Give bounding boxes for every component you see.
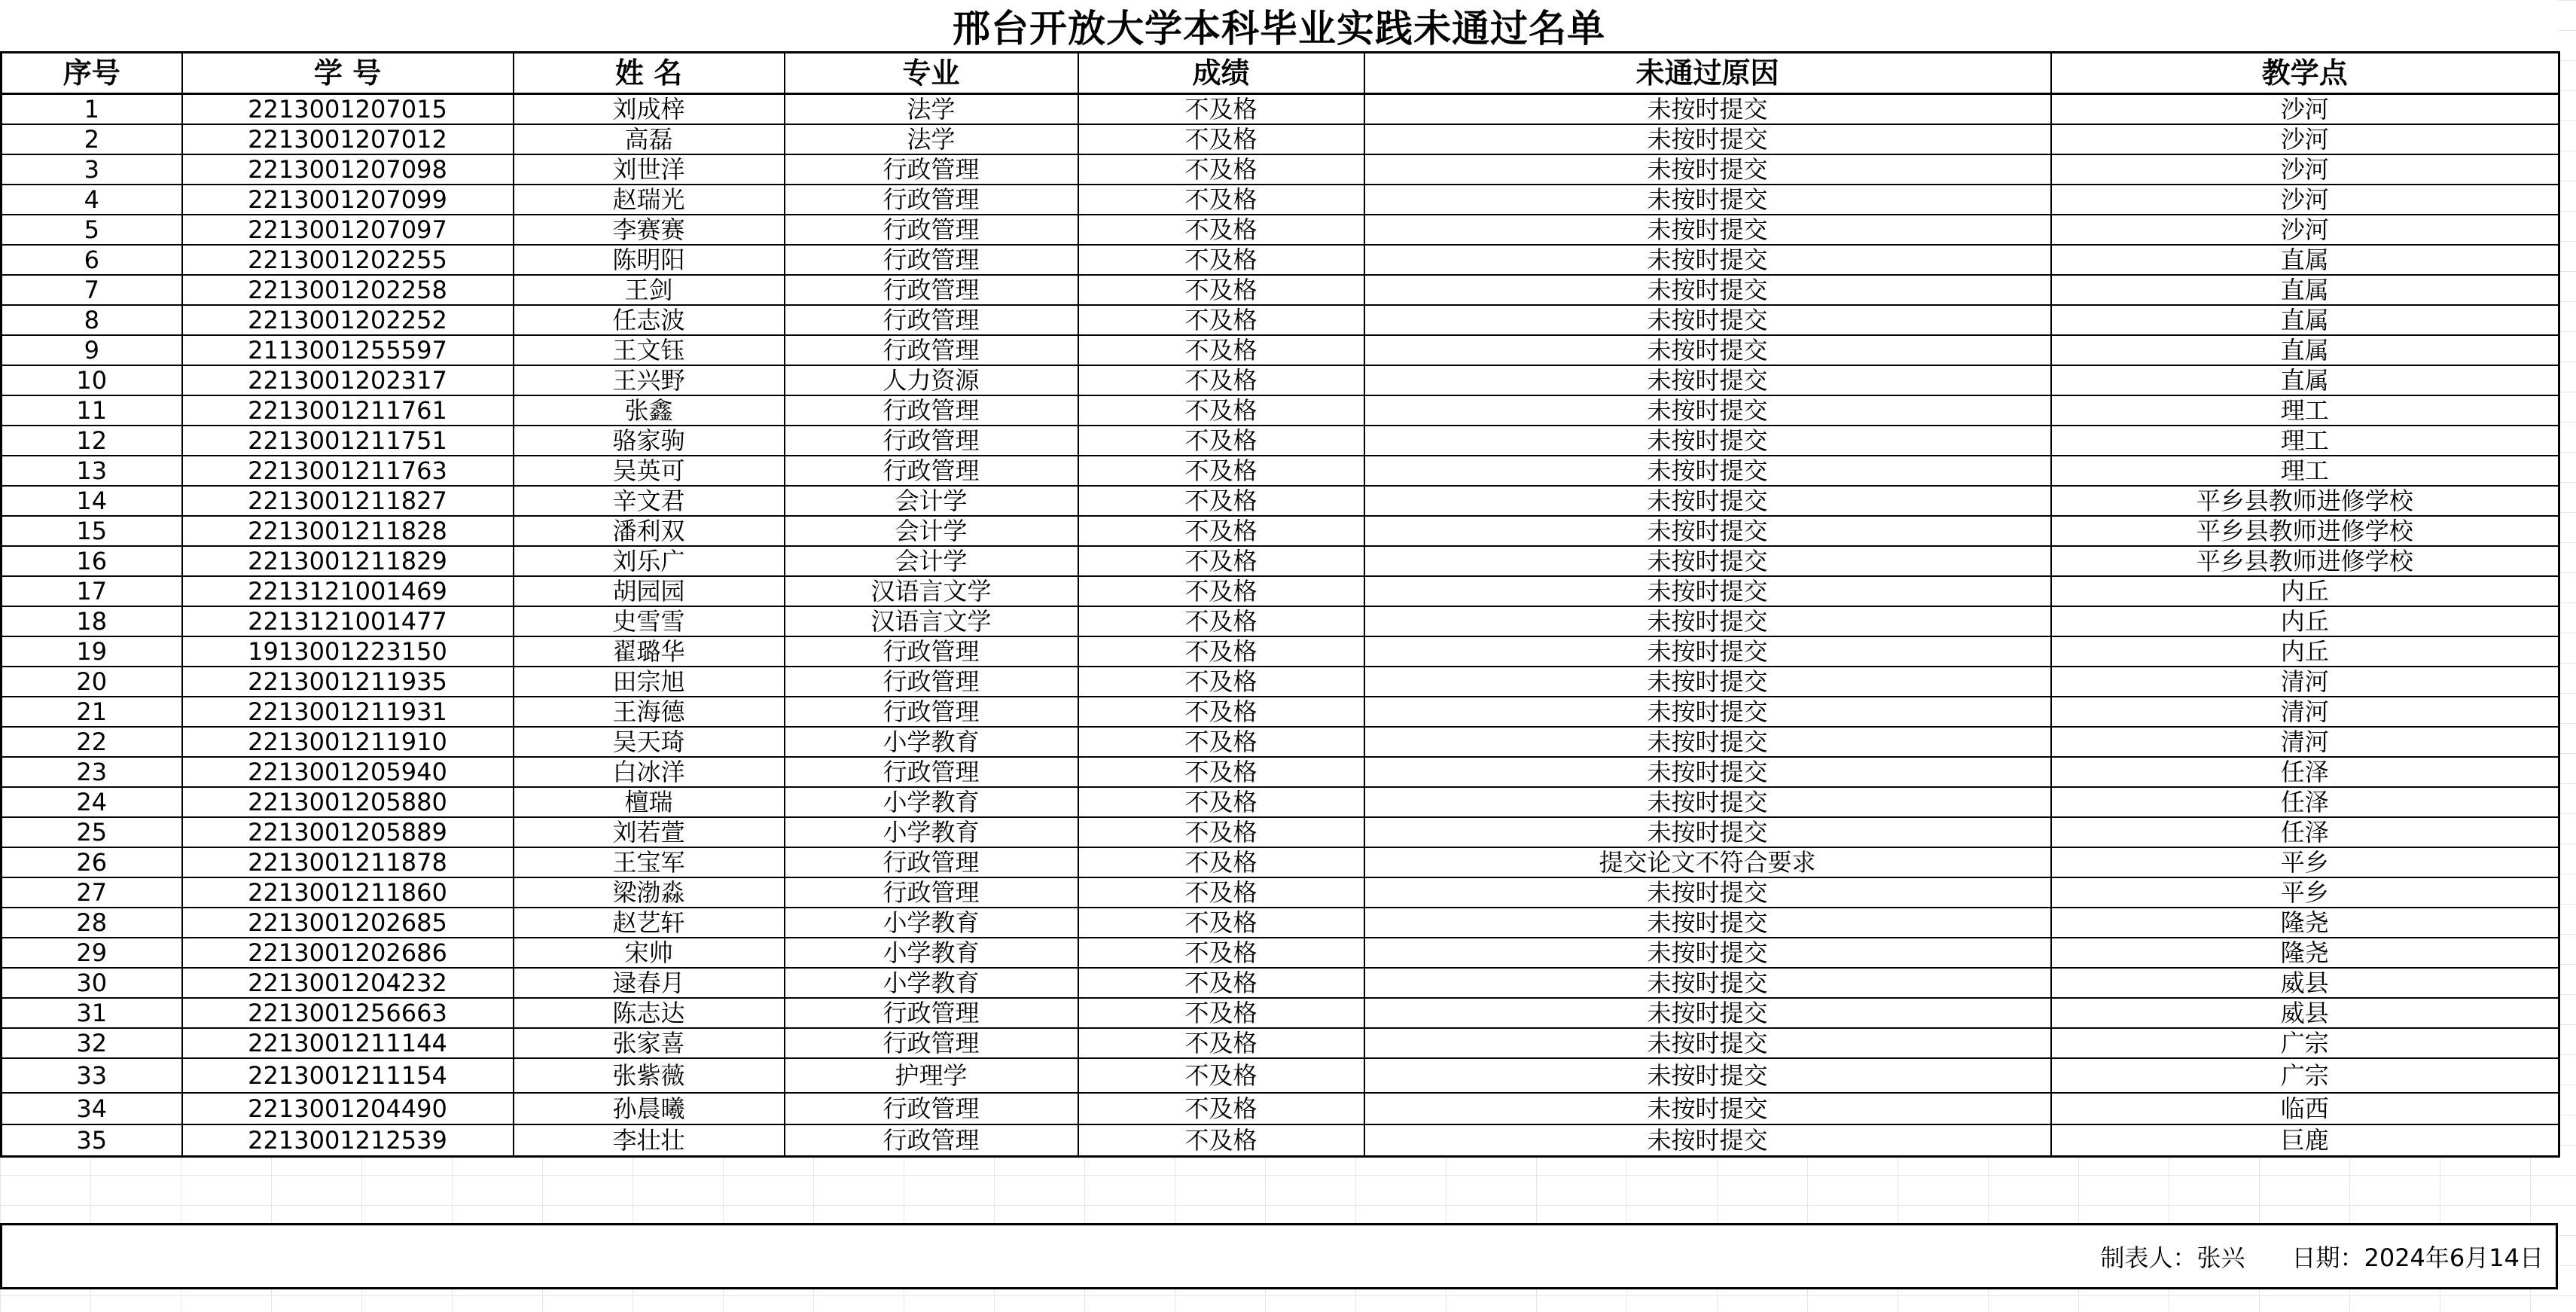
cell-name: 吴天琦 (514, 727, 785, 757)
cell-major: 行政管理 (785, 1124, 1078, 1157)
table-row (2, 636, 2559, 667)
cell-index: 22 (2, 727, 182, 757)
table-row (2, 486, 2559, 516)
cell-major: 行政管理 (785, 215, 1078, 245)
page-title: 邢台开放大学本科毕业实践未通过名单 (0, 0, 2558, 51)
cell-major: 小学教育 (785, 787, 1078, 817)
cell-name: 张鑫 (514, 395, 785, 426)
cell-name: 翟璐华 (514, 636, 785, 667)
cell-index: 10 (2, 365, 182, 395)
preparer-name: 张兴 (2196, 1243, 2245, 1272)
cell-index: 19 (2, 636, 182, 667)
cell-major: 行政管理 (785, 1093, 1078, 1124)
cell-reason: 提交论文不符合要求 (1364, 847, 2051, 877)
table-row (2, 817, 2559, 847)
cell-index: 1 (2, 94, 182, 125)
cell-student-id: 2213001205889 (182, 817, 514, 847)
cell-student-id: 2213001207097 (182, 215, 514, 245)
cell-index: 7 (2, 275, 182, 305)
cell-index: 23 (2, 757, 182, 787)
cell-name: 刘成梓 (514, 94, 785, 125)
cell-name: 刘若萱 (514, 817, 785, 847)
cell-index: 21 (2, 697, 182, 727)
cell-name: 李壮壮 (514, 1124, 785, 1157)
cell-student-id: 2213001207015 (182, 94, 514, 125)
cell-reason: 未按时提交 (1364, 787, 2051, 817)
cell-name: 潘利双 (514, 516, 785, 546)
table-row (2, 275, 2559, 305)
cell-name: 任志波 (514, 305, 785, 335)
cell-student-id: 2213001211154 (182, 1058, 514, 1093)
cell-student-id: 2213001202685 (182, 908, 514, 938)
cell-site: 临西 (2051, 1093, 2559, 1124)
cell-name: 吴英可 (514, 456, 785, 486)
cell-grade: 不及格 (1078, 998, 1364, 1028)
cell-major: 行政管理 (785, 877, 1078, 908)
cell-index: 12 (2, 426, 182, 456)
cell-name: 胡园园 (514, 576, 785, 606)
table-row (2, 938, 2559, 968)
cell-site: 沙河 (2051, 215, 2559, 245)
table-row (2, 215, 2559, 245)
cell-name: 王兴野 (514, 365, 785, 395)
cell-reason: 未按时提交 (1364, 426, 2051, 456)
cell-reason: 未按时提交 (1364, 305, 2051, 335)
cell-major: 人力资源 (785, 365, 1078, 395)
table-row (2, 426, 2559, 456)
cell-student-id: 2213001202255 (182, 245, 514, 275)
cell-site: 直属 (2051, 275, 2559, 305)
cell-student-id: 2213001211931 (182, 697, 514, 727)
table-row (2, 1093, 2559, 1124)
cell-name: 刘世洋 (514, 154, 785, 185)
cell-index: 14 (2, 486, 182, 516)
cell-student-id: 2213001211144 (182, 1028, 514, 1058)
cell-site: 任泽 (2051, 817, 2559, 847)
cell-grade: 不及格 (1078, 787, 1364, 817)
cell-name: 张紫薇 (514, 1058, 785, 1093)
cell-reason: 未按时提交 (1364, 968, 2051, 998)
cell-major: 小学教育 (785, 908, 1078, 938)
table-row (2, 94, 2559, 125)
cell-student-id: 2213001202317 (182, 365, 514, 395)
cell-reason: 未按时提交 (1364, 185, 2051, 215)
cell-site: 平乡县教师进修学校 (2051, 516, 2559, 546)
cell-major: 汉语言文学 (785, 606, 1078, 636)
cell-major: 会计学 (785, 486, 1078, 516)
cell-site: 任泽 (2051, 787, 2559, 817)
cell-reason: 未按时提交 (1364, 94, 2051, 125)
table-footer (0, 1223, 2558, 1289)
table-row (2, 727, 2559, 757)
cell-site: 威县 (2051, 998, 2559, 1028)
table-row (2, 335, 2559, 365)
table-row (2, 305, 2559, 335)
cell-reason: 未按时提交 (1364, 124, 2051, 154)
cell-index: 25 (2, 817, 182, 847)
cell-major: 小学教育 (785, 727, 1078, 757)
cell-index: 11 (2, 395, 182, 426)
cell-student-id: 2213001211878 (182, 847, 514, 877)
cell-reason: 未按时提交 (1364, 667, 2051, 697)
cell-site: 广宗 (2051, 1028, 2559, 1058)
cell-student-id: 2213001207098 (182, 154, 514, 185)
cell-index: 20 (2, 667, 182, 697)
cell-student-id: 2213001256663 (182, 998, 514, 1028)
cell-grade: 不及格 (1078, 576, 1364, 606)
cell-name: 陈明阳 (514, 245, 785, 275)
cell-index: 26 (2, 847, 182, 877)
cell-student-id: 2213001207099 (182, 185, 514, 215)
preparer-label: 制表人： (2100, 1243, 2197, 1272)
cell-student-id: 2213001202258 (182, 275, 514, 305)
cell-index: 5 (2, 215, 182, 245)
cell-major: 行政管理 (785, 667, 1078, 697)
cell-name: 李赛赛 (514, 215, 785, 245)
cell-grade: 不及格 (1078, 215, 1364, 245)
cell-name: 逯春月 (514, 968, 785, 998)
cell-grade: 不及格 (1078, 94, 1364, 125)
cell-student-id: 2213001204232 (182, 968, 514, 998)
cell-student-id: 2213001211860 (182, 877, 514, 908)
cell-site: 广宗 (2051, 1058, 2559, 1093)
table-row (2, 697, 2559, 727)
cell-reason: 未按时提交 (1364, 938, 2051, 968)
cell-name: 王宝军 (514, 847, 785, 877)
col-header-grade: 成绩 (1078, 53, 1364, 94)
cell-site: 平乡县教师进修学校 (2051, 486, 2559, 516)
cell-major: 行政管理 (785, 1028, 1078, 1058)
cell-name: 史雪雪 (514, 606, 785, 636)
cell-major: 行政管理 (785, 335, 1078, 365)
cell-student-id: 2213001204490 (182, 1093, 514, 1124)
cell-index: 8 (2, 305, 182, 335)
date-value: 2024年6月14日 (2364, 1243, 2544, 1272)
cell-index: 27 (2, 877, 182, 908)
cell-grade: 不及格 (1078, 1028, 1364, 1058)
cell-index: 31 (2, 998, 182, 1028)
cell-grade: 不及格 (1078, 757, 1364, 787)
table-row (2, 245, 2559, 275)
table-row (2, 456, 2559, 486)
cell-student-id: 2213001211828 (182, 516, 514, 546)
cell-name: 辛文君 (514, 486, 785, 516)
cell-student-id: 2213001211935 (182, 667, 514, 697)
cell-major: 行政管理 (785, 185, 1078, 215)
cell-grade: 不及格 (1078, 1058, 1364, 1093)
cell-reason: 未按时提交 (1364, 245, 2051, 275)
cell-student-id: 2213001212539 (182, 1124, 514, 1157)
cell-site: 内丘 (2051, 636, 2559, 667)
cell-grade: 不及格 (1078, 636, 1364, 667)
table-row (2, 154, 2559, 185)
cell-reason: 未按时提交 (1364, 606, 2051, 636)
cell-site: 隆尧 (2051, 938, 2559, 968)
cell-reason: 未按时提交 (1364, 1093, 2051, 1124)
cell-name: 田宗旭 (514, 667, 785, 697)
table-row (2, 1058, 2559, 1093)
cell-student-id: 2113001255597 (182, 335, 514, 365)
cell-grade: 不及格 (1078, 1124, 1364, 1157)
cell-name: 高磊 (514, 124, 785, 154)
cell-reason: 未按时提交 (1364, 395, 2051, 426)
cell-reason: 未按时提交 (1364, 215, 2051, 245)
cell-reason: 未按时提交 (1364, 335, 2051, 365)
table-row (2, 576, 2559, 606)
cell-major: 行政管理 (785, 426, 1078, 456)
cell-grade: 不及格 (1078, 938, 1364, 968)
cell-student-id: 2213001211751 (182, 426, 514, 456)
cell-index: 13 (2, 456, 182, 486)
cell-reason: 未按时提交 (1364, 697, 2051, 727)
cell-site: 清河 (2051, 697, 2559, 727)
cell-reason: 未按时提交 (1364, 877, 2051, 908)
cell-major: 行政管理 (785, 998, 1078, 1028)
cell-grade: 不及格 (1078, 154, 1364, 185)
table-row (2, 757, 2559, 787)
cell-site: 内丘 (2051, 606, 2559, 636)
cell-index: 3 (2, 154, 182, 185)
cell-site: 内丘 (2051, 576, 2559, 606)
cell-site: 直属 (2051, 335, 2559, 365)
cell-site: 巨鹿 (2051, 1124, 2559, 1157)
cell-grade: 不及格 (1078, 395, 1364, 426)
cell-index: 29 (2, 938, 182, 968)
table-row (2, 546, 2559, 576)
cell-index: 35 (2, 1124, 182, 1157)
cell-name: 梁渤淼 (514, 877, 785, 908)
cell-name: 宋帅 (514, 938, 785, 968)
cell-major: 行政管理 (785, 305, 1078, 335)
cell-grade: 不及格 (1078, 727, 1364, 757)
cell-site: 隆尧 (2051, 908, 2559, 938)
cell-name: 骆家驹 (514, 426, 785, 456)
cell-major: 行政管理 (785, 245, 1078, 275)
cell-name: 王剑 (514, 275, 785, 305)
cell-grade: 不及格 (1078, 124, 1364, 154)
cell-major: 会计学 (785, 516, 1078, 546)
cell-grade: 不及格 (1078, 456, 1364, 486)
table-row (2, 365, 2559, 395)
col-header-site: 教学点 (2051, 53, 2559, 94)
cell-name: 檀瑞 (514, 787, 785, 817)
cell-student-id: 2213001211761 (182, 395, 514, 426)
cell-site: 沙河 (2051, 94, 2559, 125)
cell-major: 行政管理 (785, 395, 1078, 426)
cell-site: 沙河 (2051, 124, 2559, 154)
cell-grade: 不及格 (1078, 1093, 1364, 1124)
cell-index: 33 (2, 1058, 182, 1093)
col-header-reason: 未通过原因 (1364, 53, 2051, 94)
cell-site: 平乡 (2051, 847, 2559, 877)
table-row (2, 908, 2559, 938)
cell-grade: 不及格 (1078, 817, 1364, 847)
cell-site: 平乡县教师进修学校 (2051, 546, 2559, 576)
cell-name: 陈志达 (514, 998, 785, 1028)
cell-student-id: 2213001202686 (182, 938, 514, 968)
cell-index: 16 (2, 546, 182, 576)
cell-index: 24 (2, 787, 182, 817)
cell-site: 理工 (2051, 456, 2559, 486)
cell-reason: 未按时提交 (1364, 1058, 2051, 1093)
cell-grade: 不及格 (1078, 185, 1364, 215)
cell-site: 清河 (2051, 667, 2559, 697)
cell-grade: 不及格 (1078, 426, 1364, 456)
col-header-student-id: 学 号 (182, 53, 514, 94)
cell-site: 直属 (2051, 305, 2559, 335)
cell-grade: 不及格 (1078, 245, 1364, 275)
cell-major: 行政管理 (785, 456, 1078, 486)
cell-reason: 未按时提交 (1364, 365, 2051, 395)
cell-site: 清河 (2051, 727, 2559, 757)
table-row (2, 1028, 2559, 1058)
cell-site: 威县 (2051, 968, 2559, 998)
table-row (2, 998, 2559, 1028)
cell-student-id: 2213121001477 (182, 606, 514, 636)
table-row (2, 1124, 2559, 1157)
cell-student-id: 2213001211910 (182, 727, 514, 757)
cell-major: 小学教育 (785, 817, 1078, 847)
cell-grade: 不及格 (1078, 908, 1364, 938)
header-row (2, 53, 2559, 94)
cell-reason: 未按时提交 (1364, 275, 2051, 305)
table-row (2, 787, 2559, 817)
cell-student-id: 2213001211827 (182, 486, 514, 516)
cell-site: 沙河 (2051, 154, 2559, 185)
cell-reason: 未按时提交 (1364, 456, 2051, 486)
cell-major: 行政管理 (785, 154, 1078, 185)
cell-name: 王海德 (514, 697, 785, 727)
cell-grade: 不及格 (1078, 275, 1364, 305)
cell-major: 小学教育 (785, 938, 1078, 968)
cell-grade: 不及格 (1078, 968, 1364, 998)
cell-major: 法学 (785, 124, 1078, 154)
cell-name: 张家喜 (514, 1028, 785, 1058)
cell-reason: 未按时提交 (1364, 757, 2051, 787)
cell-index: 9 (2, 335, 182, 365)
cell-student-id: 2213001211763 (182, 456, 514, 486)
table-row (2, 395, 2559, 426)
cell-name: 赵瑞光 (514, 185, 785, 215)
cell-student-id: 2213001205880 (182, 787, 514, 817)
table-row (2, 124, 2559, 154)
cell-grade: 不及格 (1078, 847, 1364, 877)
cell-site: 理工 (2051, 426, 2559, 456)
cell-reason: 未按时提交 (1364, 727, 2051, 757)
cell-grade: 不及格 (1078, 486, 1364, 516)
cell-reason: 未按时提交 (1364, 817, 2051, 847)
cell-reason: 未按时提交 (1364, 486, 2051, 516)
cell-major: 法学 (785, 94, 1078, 125)
cell-index: 6 (2, 245, 182, 275)
cell-index: 34 (2, 1093, 182, 1124)
cell-grade: 不及格 (1078, 606, 1364, 636)
cell-reason: 未按时提交 (1364, 908, 2051, 938)
cell-major: 小学教育 (785, 968, 1078, 998)
cell-name: 白冰洋 (514, 757, 785, 787)
cell-index: 17 (2, 576, 182, 606)
col-header-name: 姓 名 (514, 53, 785, 94)
table-row (2, 877, 2559, 908)
table-row (2, 968, 2559, 998)
cell-major: 汉语言文学 (785, 576, 1078, 606)
cell-major: 行政管理 (785, 636, 1078, 667)
cell-reason: 未按时提交 (1364, 576, 2051, 606)
cell-student-id: 1913001223150 (182, 636, 514, 667)
cell-grade: 不及格 (1078, 365, 1364, 395)
cell-major: 行政管理 (785, 275, 1078, 305)
cell-index: 18 (2, 606, 182, 636)
cell-grade: 不及格 (1078, 335, 1364, 365)
cell-reason: 未按时提交 (1364, 516, 2051, 546)
cell-student-id: 2213001207012 (182, 124, 514, 154)
cell-reason: 未按时提交 (1364, 1028, 2051, 1058)
cell-grade: 不及格 (1078, 305, 1364, 335)
cell-site: 直属 (2051, 365, 2559, 395)
cell-reason: 未按时提交 (1364, 636, 2051, 667)
cell-grade: 不及格 (1078, 667, 1364, 697)
cell-index: 4 (2, 185, 182, 215)
cell-grade: 不及格 (1078, 697, 1364, 727)
cell-student-id: 2213001205940 (182, 757, 514, 787)
cell-name: 孙晨曦 (514, 1093, 785, 1124)
table-row (2, 185, 2559, 215)
cell-major: 会计学 (785, 546, 1078, 576)
cell-major: 行政管理 (785, 697, 1078, 727)
col-header-index: 序号 (2, 53, 182, 94)
cell-reason: 未按时提交 (1364, 546, 2051, 576)
cell-grade: 不及格 (1078, 877, 1364, 908)
cell-grade: 不及格 (1078, 516, 1364, 546)
cell-reason: 未按时提交 (1364, 1124, 2051, 1157)
cell-reason: 未按时提交 (1364, 998, 2051, 1028)
cell-grade: 不及格 (1078, 546, 1364, 576)
cell-site: 沙河 (2051, 185, 2559, 215)
cell-name: 王文钰 (514, 335, 785, 365)
table-row (2, 847, 2559, 877)
table-row (2, 606, 2559, 636)
cell-student-id: 2213001202252 (182, 305, 514, 335)
cell-site: 理工 (2051, 395, 2559, 426)
cell-index: 30 (2, 968, 182, 998)
cell-name: 赵艺轩 (514, 908, 785, 938)
cell-major: 行政管理 (785, 847, 1078, 877)
cell-major: 行政管理 (785, 757, 1078, 787)
cell-student-id: 2213121001469 (182, 576, 514, 606)
cell-index: 28 (2, 908, 182, 938)
cell-site: 平乡 (2051, 877, 2559, 908)
table-row (2, 667, 2559, 697)
cell-site: 直属 (2051, 245, 2559, 275)
cell-student-id: 2213001211829 (182, 546, 514, 576)
table-body (2, 94, 2559, 1157)
table-row (2, 516, 2559, 546)
date-label: 日期： (2291, 1243, 2364, 1272)
cell-name: 刘乐广 (514, 546, 785, 576)
cell-index: 2 (2, 124, 182, 154)
cell-major: 护理学 (785, 1058, 1078, 1093)
cell-index: 32 (2, 1028, 182, 1058)
cell-index: 15 (2, 516, 182, 546)
col-header-major: 专业 (785, 53, 1078, 94)
cell-reason: 未按时提交 (1364, 154, 2051, 185)
fail-list-table (0, 51, 2560, 1158)
cell-site: 任泽 (2051, 757, 2559, 787)
